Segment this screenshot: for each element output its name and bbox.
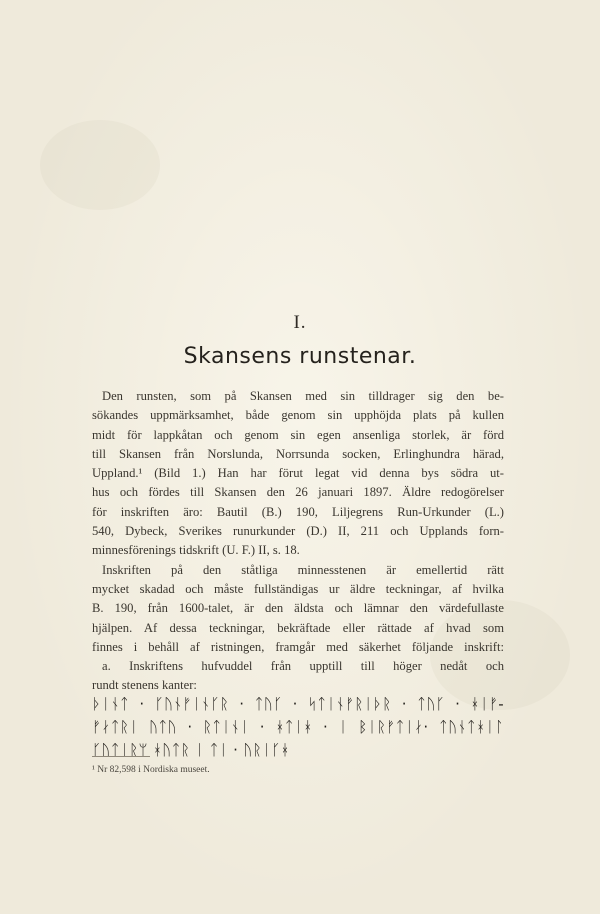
rune-inscription bbox=[92, 693, 504, 762]
body-text bbox=[92, 387, 504, 696]
footnote: ¹ Nr 82,598 i Nordiska museet. bbox=[92, 765, 210, 775]
text-line: rundt stenens kanter: bbox=[92, 678, 197, 693]
chapter-numeral: I. bbox=[293, 312, 307, 333]
paragraph-1 bbox=[92, 387, 504, 561]
text-line: Uppland.¹ (Bild 1.) Han har förut legat vid denna bys södra ut- bbox=[92, 466, 504, 481]
footnote-divider bbox=[92, 756, 150, 757]
text-line: till Skansen från Norslunda, Norrsunda socken, Erlinghundra härad, bbox=[92, 446, 504, 461]
text-line: sökandes uppmärksamhet, både genom sin upphöjda plats på kullen bbox=[92, 408, 504, 423]
text-line: hus och fördes till Skansen den 26 januari 1897. Äldre redogörelser bbox=[92, 485, 504, 500]
rune-line: ᚠᛅᛏᚱᛁ ᚢᛏᚢ · ᚱᛏᛁᚾᛁ · ᚼᛏᛁᚼ · ᛁ ᛒᛁᚱᚠᛏᛁᛅ· ᛏᚢᚾᛏᚼᛁᛚ bbox=[92, 718, 504, 736]
text-line: midt för lappkåtan och genom sin egen ansenliga storlek, är förd bbox=[92, 427, 504, 442]
text-line: Inskriften på den ståtliga minnesstenen är emellertid rätt bbox=[102, 562, 504, 577]
chapter-title: Skansens runstenar. bbox=[183, 344, 417, 369]
text-line: för inskriften äro: Bautil (B.) 190, Liljegrens Run-Urkunder (L.) bbox=[92, 504, 504, 519]
text-line: 540, Dybeck, Sverikes runurkunder (D.) II, 211 och Upplands forn- bbox=[92, 524, 504, 539]
text-line: mycket skadad och måste fullständigas ur äldre teckningar, af hvilka bbox=[92, 581, 504, 596]
text-line: minnesförenings tidskrift (U. F.) II, s. 18. bbox=[92, 543, 300, 558]
paragraph-3 bbox=[92, 657, 504, 696]
text-line: finnes i behåll af ristningen, framgår med säkerhet följande inskrift: bbox=[92, 639, 504, 654]
text-line: a. Inskriftens hufvuddel från upptill till höger nedåt och bbox=[102, 659, 504, 674]
text-line: Den runsten, som på Skansen med sin tilldrager sig den be- bbox=[102, 389, 504, 403]
rune-line: ᚴᚢᛏᛁᚱᛘ ᚼᚢᛏᚱ ᛁ ᛏᛁ · ᚢᚱᛁᚴᚼ bbox=[92, 741, 290, 759]
text-line: hjälpen. Af dessa teckningar, bekräftade eller rättade af hvad som bbox=[92, 620, 504, 635]
rune-line: ᚦᛁᚾᛏ · ᚴᚢᚾᚠᛁᚾᚴᚱ · ᛏᚢᚴ · ᛋᛏᛁᚾᚠᚱᛁᚦᚱ · ᛏᚢᚴ · ᚼᛁᚠ- bbox=[92, 695, 504, 713]
text-line: B. 190, från 1600-talet, är den äldsta och lämnar den värdefullaste bbox=[92, 601, 504, 616]
paper-stain bbox=[40, 120, 160, 210]
paragraph-2 bbox=[92, 561, 504, 657]
